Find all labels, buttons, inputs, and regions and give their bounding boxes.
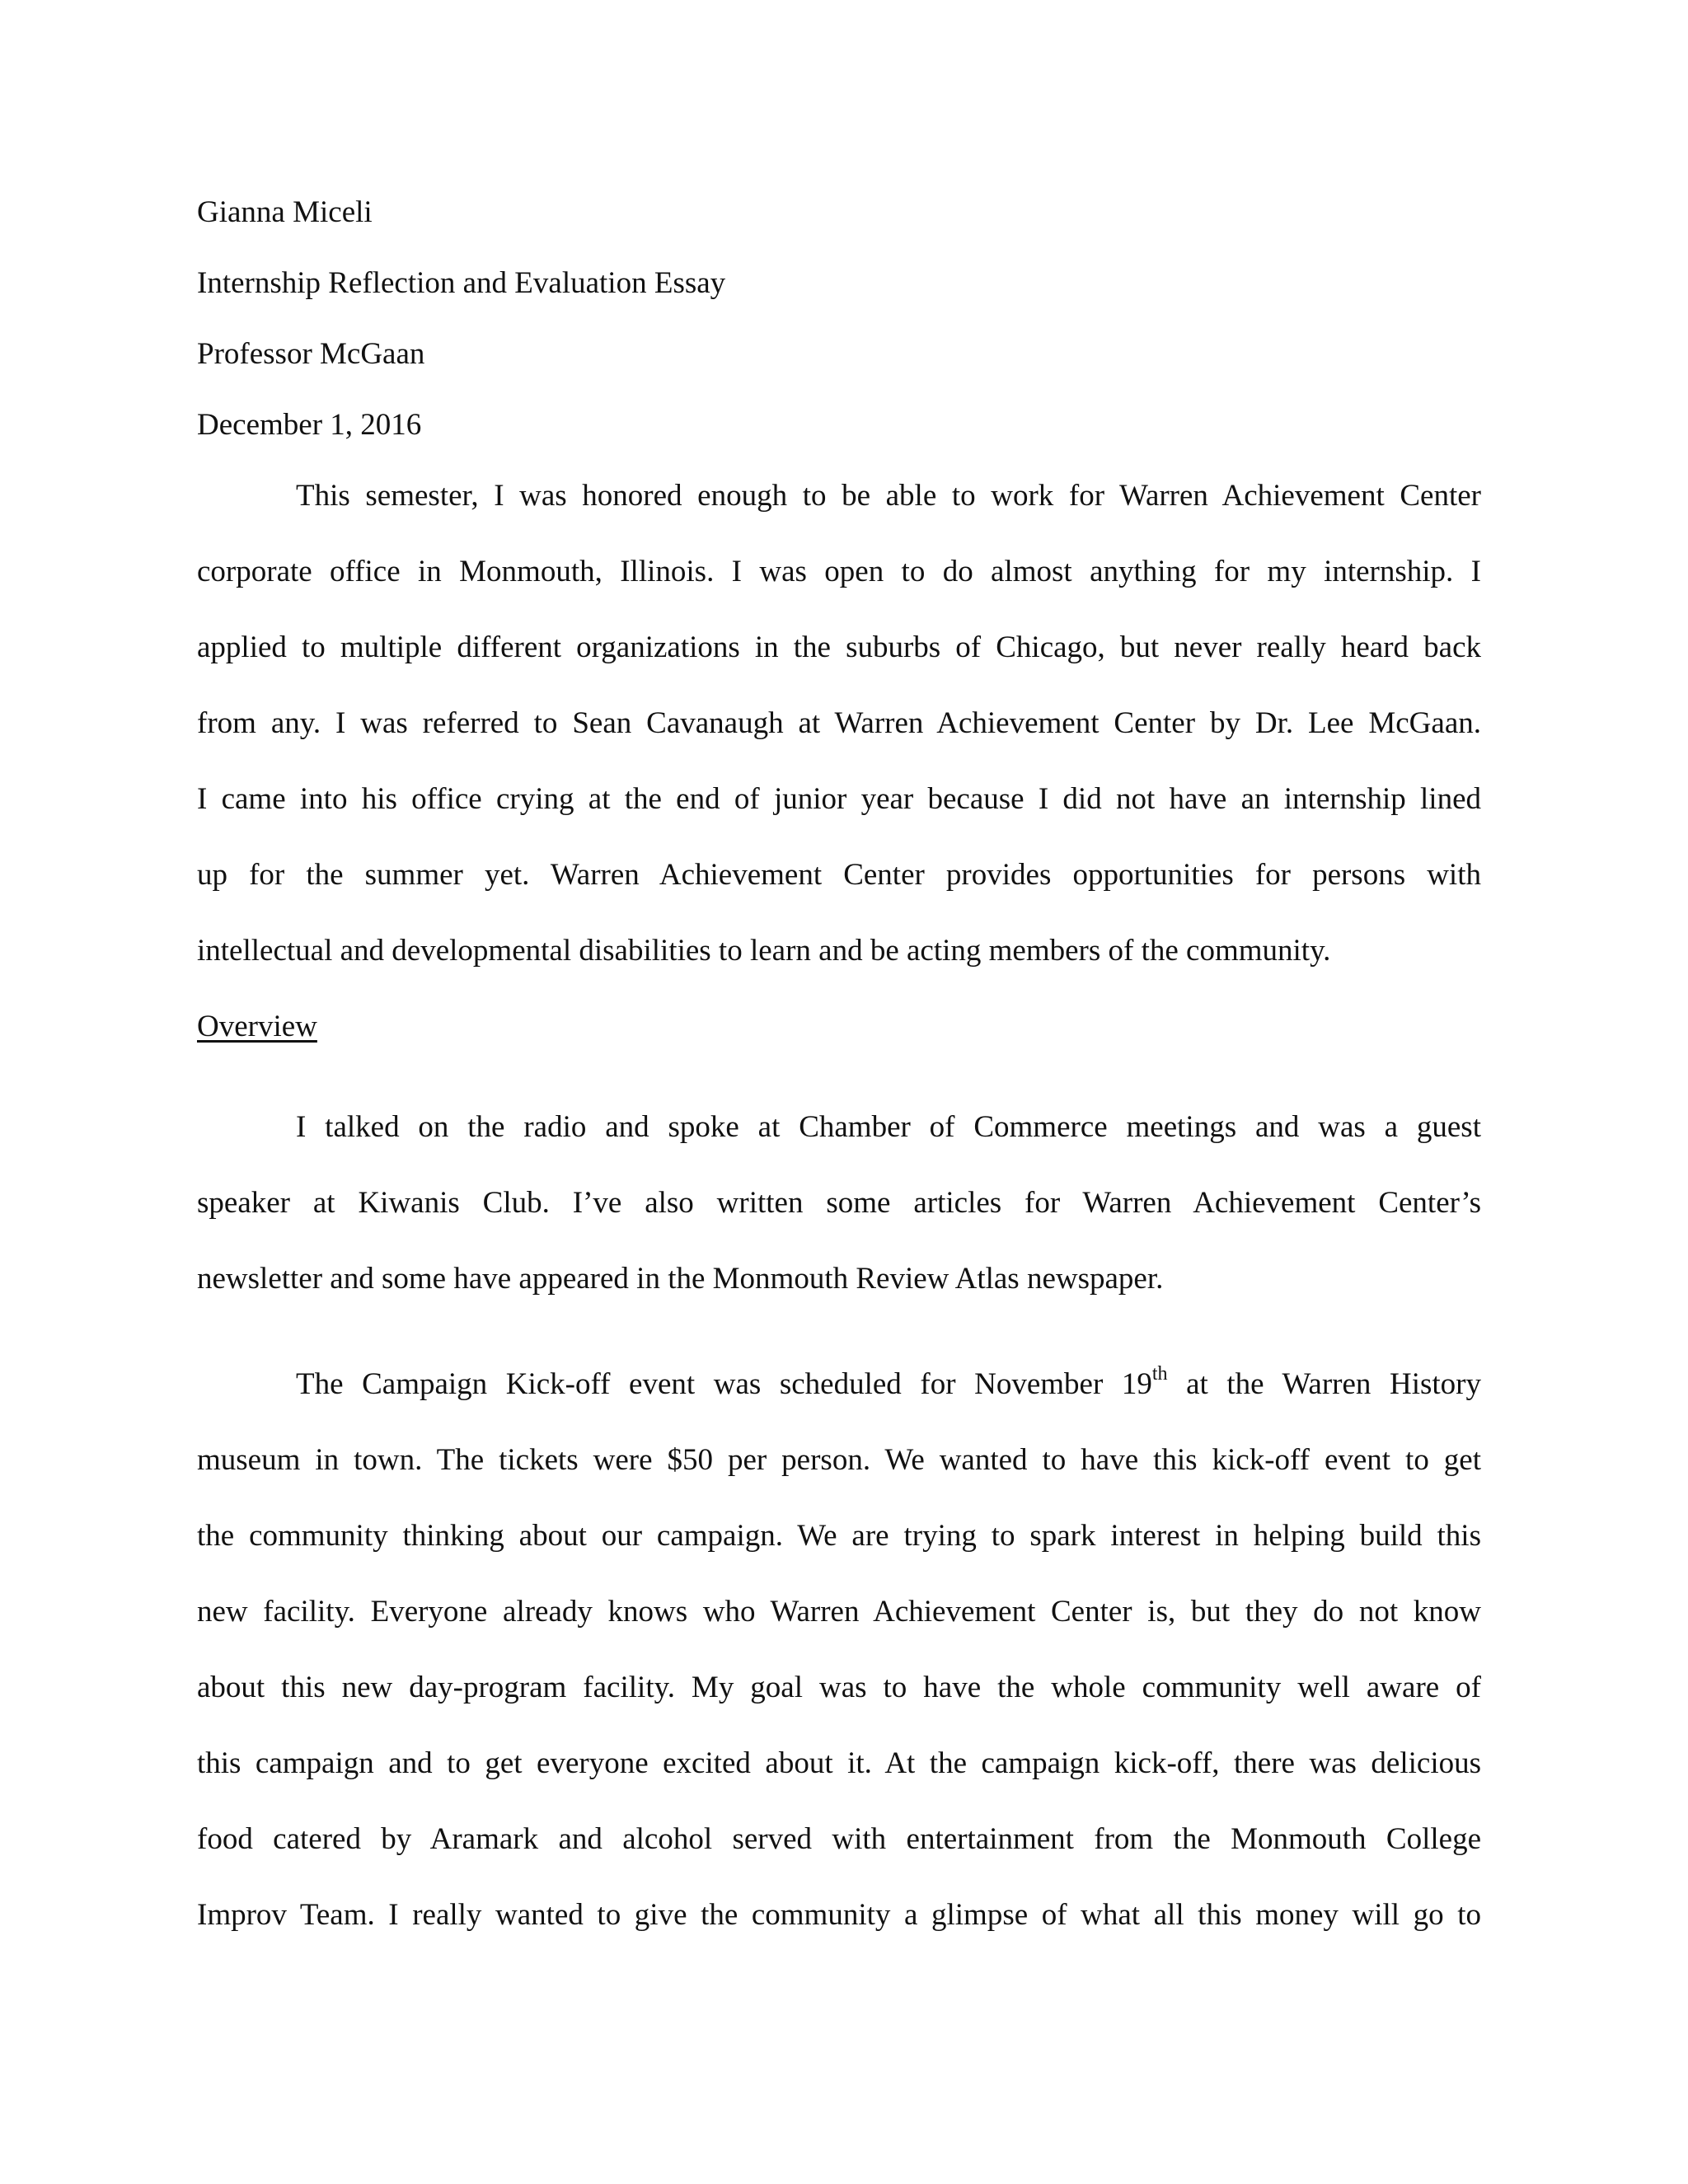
author-name: Gianna Miceli <box>197 195 373 229</box>
essay-date: December 1, 2016 <box>197 408 422 442</box>
text-line: food catered by Aramark and alcohol served with entertainment from the Monmouth College <box>197 1822 1481 1856</box>
text-line: up for the summer yet. Warren Achievement Center provides opportunities for persons with <box>197 858 1481 892</box>
text-line: applied to multiple different organizations in the suburbs of Chicago, but never really heard back <box>197 630 1481 664</box>
essay-title: Internship Reflection and Evaluation Essay <box>197 266 726 300</box>
ordinal-suffix: th <box>1151 1362 1168 1385</box>
text-line: this campaign and to get everyone excited about it. At the campaign kick-off, there was delicious <box>197 1746 1481 1780</box>
text-line: This semester, I was honored enough to be able to work for Warren Achievement Center <box>296 479 1481 513</box>
text-line: corporate office in Monmouth, Illinois. I was open to do almost anything for my internship. I <box>197 555 1481 588</box>
text-line: I talked on the radio and spoke at Chamber of Commerce meetings and was a guest <box>296 1110 1481 1144</box>
text-line: museum in town. The tickets were $50 per person. We wanted to have this kick-off event to get <box>197 1443 1481 1477</box>
intro-paragraph <box>197 478 1481 1009</box>
text-line: about this new day-program facility. My goal was to have the whole community well aware of <box>197 1671 1481 1704</box>
text-line: Improv Team. I really wanted to give the community a glimpse of what all this money will go to <box>197 1898 1481 1932</box>
text-segment: The Campaign Kick-off event was scheduled for November 19 <box>296 1367 1152 1401</box>
campaign-paragraph <box>197 1362 1481 1973</box>
text-line: newsletter and some have appeared in the Monmouth Review Atlas newspaper. <box>197 1262 1164 1296</box>
text-line: new facility. Everyone already knows who Warren Achievement Center is, but they do not know <box>197 1595 1481 1629</box>
overview-paragraph <box>197 1109 1481 1337</box>
text-line: speaker at Kiwanis Club. I’ve also written some articles for Warren Achievement Center’s <box>197 1186 1481 1220</box>
overview-heading: Overview <box>197 1010 317 1043</box>
text-line: from any. I was referred to Sean Cavanaugh at Warren Achievement Center by Dr. Lee McGaan. <box>197 706 1481 740</box>
text-segment: at the Warren History <box>1167 1367 1481 1401</box>
text-line <box>197 1362 1481 1442</box>
professor-name: Professor McGaan <box>197 337 425 371</box>
text-line: intellectual and developmental disabilities to learn and be acting members of the community. <box>197 934 1331 968</box>
text-line: the community thinking about our campaign. We are trying to spark interest in helping build this <box>197 1519 1481 1553</box>
text-line: I came into his office crying at the end of junior year because I did not have an internship lined <box>197 782 1481 816</box>
